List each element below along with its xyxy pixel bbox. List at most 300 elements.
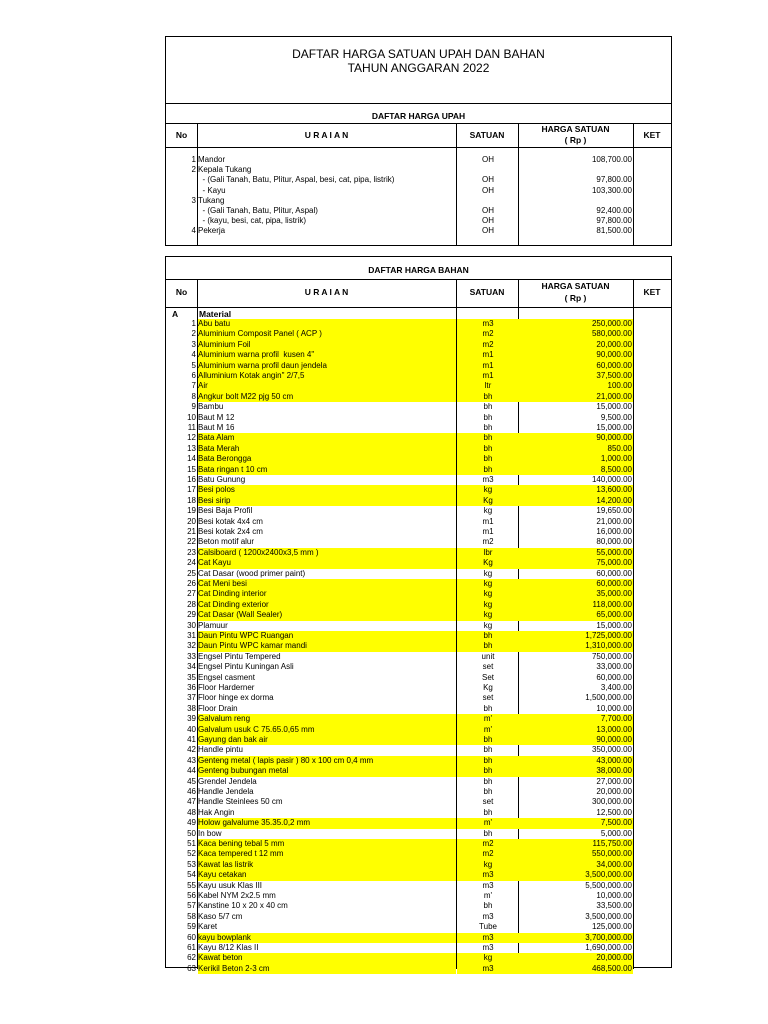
row-name: Calsiboard ( 1200x2400x3,5 mm )	[198, 547, 319, 557]
table-row	[166, 350, 671, 360]
row-price: 60,000.00	[596, 579, 632, 588]
row-price: 115,750.00	[592, 839, 632, 848]
row-number: 1	[191, 155, 196, 164]
doc-subtitle: TAHUN ANGGARAN 2022	[347, 61, 490, 75]
row-highlight	[198, 558, 456, 568]
row-unit: m'	[483, 724, 493, 734]
row-price: 20,000.00	[596, 953, 632, 963]
row-unit: set	[482, 662, 494, 672]
row-unit: ltr	[484, 381, 492, 391]
row-unit: bh	[483, 443, 493, 453]
row-name: Besi sirip	[198, 495, 231, 505]
table-row	[166, 196, 671, 206]
table-row	[166, 600, 671, 610]
row-number: 36	[187, 683, 196, 692]
row-name: Aluminium warna profil kusen 4"	[198, 350, 315, 360]
row-name: Kayu cetakan	[198, 870, 247, 880]
row-unit: bh	[483, 631, 493, 640]
row-price: 1,000.00	[600, 454, 632, 464]
row-number: 15	[187, 464, 196, 474]
row-number: 61	[187, 943, 196, 952]
row-name: Daun Pintu WPC Ruangan	[198, 631, 294, 640]
row-name: Bambu	[198, 402, 224, 412]
row-highlight	[198, 433, 456, 443]
row-unit: bh	[483, 412, 493, 422]
row-number: 2	[191, 165, 196, 175]
row-price: 1,725,000.00	[585, 631, 632, 640]
row-unit: kg	[483, 506, 493, 516]
table-row	[166, 361, 671, 371]
row-price: 9,500.00	[600, 412, 632, 422]
row-unit: m3	[482, 963, 494, 973]
row-price: 90,000.00	[596, 350, 632, 360]
row-unit: kg	[483, 610, 493, 620]
row-price: 13,600.00	[596, 485, 632, 495]
bahan-header-harga: HARGA SATUAN	[541, 281, 610, 291]
row-number: 33	[187, 651, 196, 661]
table-row	[166, 901, 671, 911]
table-row	[166, 589, 671, 599]
row-name: Beton motif alur	[198, 537, 255, 547]
row-unit: Kg	[483, 558, 493, 568]
row-price: 13,000.00	[596, 724, 632, 734]
row-name: Besi kotak 4x4 cm	[198, 516, 263, 526]
row-name: Aluminium Composit Panel ( ACP )	[198, 329, 322, 339]
row-name: Floor Drain	[198, 703, 238, 713]
row-name: Handle Jendela	[198, 787, 254, 796]
row-unit: kg	[483, 485, 493, 495]
row-name: Bata Alam	[198, 433, 235, 443]
row-unit: set	[482, 693, 494, 703]
row-name: Cat Dasar (wood primer paint)	[198, 568, 306, 578]
bahan-section-title: DAFTAR HARGA BAHAN	[368, 265, 469, 275]
row-name: Cat Meni besi	[198, 579, 247, 588]
table-row	[166, 433, 671, 443]
table-row	[166, 933, 671, 943]
bahan-header-uraian: U R A I A N	[304, 287, 349, 297]
row-price: 108,700.00	[591, 155, 632, 164]
row-unit: m1	[482, 527, 494, 536]
row-price: 850.00	[607, 443, 632, 453]
row-name: Aluminium warna profil daun jendela	[198, 360, 327, 370]
row-number: 56	[187, 891, 196, 900]
upah-header-no: No	[175, 130, 188, 140]
table-row	[166, 964, 671, 974]
row-number: 32	[187, 641, 196, 651]
row-price: 1,690,000.00	[585, 943, 632, 952]
bahan-table	[165, 256, 672, 973]
table-row	[166, 860, 671, 870]
bahan-header-no: No	[175, 287, 188, 297]
row-price: 27,000.00	[596, 776, 632, 786]
row-number: 60	[187, 932, 196, 942]
row-price: 75,000.00	[596, 558, 632, 568]
table-row	[166, 953, 671, 963]
row-price: 33,500.00	[596, 901, 632, 911]
table-row	[166, 610, 671, 620]
row-price: 60,000.00	[596, 360, 632, 370]
row-price: 3,500,000.00	[585, 911, 632, 921]
row-number: 53	[187, 859, 196, 869]
row-unit: kg	[483, 579, 493, 588]
row-unit: Kg	[483, 683, 493, 692]
upah-header-harga: HARGA SATUAN	[541, 124, 610, 134]
row-name: Abu batu	[198, 319, 231, 328]
row-name: In bow	[198, 828, 222, 838]
row-unit: bh	[483, 433, 493, 443]
row-number: 34	[187, 662, 196, 672]
row-number: 51	[187, 839, 196, 848]
row-unit: Kg	[483, 495, 493, 505]
row-price: 38,000.00	[596, 766, 632, 776]
table-row	[166, 849, 671, 859]
doc-title: DAFTAR HARGA SATUAN UPAH DAN BAHAN	[292, 47, 545, 61]
row-name: - (Gali Tanah, Batu, Plitur, Aspal, besi, cat, pipa, listrik)	[198, 175, 395, 185]
table-row	[166, 829, 671, 839]
row-number: 30	[187, 620, 196, 630]
row-price: 5,500,000.00	[585, 880, 632, 890]
row-price: 250,000.00	[591, 319, 632, 328]
row-unit: bh	[483, 787, 493, 796]
row-unit: m'	[483, 891, 493, 900]
table-row	[166, 475, 671, 485]
row-number: 11	[187, 423, 196, 432]
table-row	[166, 506, 671, 516]
table-row	[166, 797, 671, 807]
row-number: 10	[187, 412, 196, 422]
row-number: 25	[187, 568, 196, 578]
row-name: Baut M 16	[198, 423, 235, 432]
row-unit: set	[482, 797, 494, 807]
row-number: 2	[191, 329, 196, 339]
row-name: Genteng bubungan metal	[198, 766, 289, 776]
group-name: Material	[199, 309, 232, 319]
row-number: 55	[187, 880, 196, 890]
table-row	[166, 465, 671, 475]
row-number: 62	[187, 953, 196, 963]
row-unit: m1	[482, 516, 494, 526]
row-name: Karet	[198, 922, 218, 932]
row-unit: m3	[482, 932, 494, 942]
row-number: 5	[191, 360, 196, 370]
row-price: 140,000.00	[591, 475, 632, 484]
row-name: Bata ringan t 10 cm	[198, 464, 268, 474]
table-row	[166, 641, 671, 651]
row-unit: m2	[482, 537, 494, 547]
row-price: 15,000.00	[596, 620, 632, 630]
row-number: 3	[191, 195, 196, 205]
row-unit: lbr	[483, 547, 493, 557]
row-name: Floor hinge ex dorma	[198, 693, 274, 703]
row-name: Kawat beton	[198, 953, 243, 963]
row-name: Kabel NYM 2x2.5 mm	[198, 891, 276, 900]
upah-section-title: DAFTAR HARGA UPAH	[371, 111, 466, 121]
row-unit: m3	[482, 911, 494, 921]
row-price: 7,500.00	[600, 818, 632, 828]
row-name: Handle pintu	[198, 745, 243, 755]
table-row	[166, 548, 671, 558]
row-price: 468,500.00	[591, 963, 632, 973]
row-unit: m2	[482, 849, 494, 859]
row-price: 19,650.00	[596, 506, 632, 516]
row-price: 12,500.00	[596, 807, 632, 817]
row-price: 15,000.00	[596, 423, 632, 432]
row-number: 63	[187, 963, 196, 973]
row-price: 103,300.00	[591, 185, 632, 195]
table-row	[166, 787, 671, 797]
row-price: 21,000.00	[596, 391, 632, 401]
row-unit: m1	[482, 360, 494, 370]
row-name: Daun Pintu WPC kamar mandi	[198, 641, 307, 651]
table-row	[166, 662, 671, 672]
row-unit: unit	[481, 651, 495, 661]
row-number: 40	[187, 724, 196, 734]
row-name: Engsel Pintu Tempered	[198, 651, 281, 661]
row-unit: m2	[482, 329, 494, 339]
row-name: Plamuur	[198, 620, 228, 630]
table-row	[166, 558, 671, 568]
row-name: Hak Angin	[198, 807, 235, 817]
bahan-header-satuan: SATUAN	[469, 287, 505, 297]
row-number: 41	[187, 735, 196, 744]
row-name: kayu bowplank	[198, 932, 251, 942]
row-unit: m1	[482, 371, 494, 380]
table-row	[166, 673, 671, 683]
row-name: Galvalum reng	[198, 714, 251, 724]
row-price: 60,000.00	[596, 568, 632, 578]
row-name: Genteng metal ( lapis pasir ) 80 x 100 cm 0,4 mm	[198, 755, 374, 765]
table-row	[166, 839, 671, 849]
table-row	[166, 766, 671, 776]
row-number: 8	[191, 391, 196, 401]
table-row	[166, 631, 671, 641]
row-price: 10,000.00	[596, 891, 632, 900]
row-price: 97,800.00	[596, 175, 632, 185]
table-row	[166, 621, 671, 631]
row-unit: bh	[483, 423, 493, 432]
row-name: Kaca bening tebal 5 mm	[198, 839, 285, 848]
table-row	[166, 652, 671, 662]
row-unit: OH	[482, 226, 494, 236]
table-row	[166, 444, 671, 454]
row-number: 52	[187, 849, 196, 859]
row-number: 1	[191, 319, 196, 328]
table-row	[166, 735, 671, 745]
row-name: Batu Gunung	[198, 475, 246, 484]
row-name: Galvalum usuk C 75.65.0,65 mm	[198, 724, 315, 734]
row-unit: OH	[482, 206, 494, 215]
row-price: 3,700,000.00	[585, 932, 632, 942]
table-row	[166, 186, 671, 196]
row-unit: bh	[483, 745, 493, 755]
group-letter: A	[172, 309, 179, 319]
table-row	[166, 870, 671, 880]
row-name: Kayu usuk Klas III	[198, 880, 263, 890]
row-price: 750,000.00	[591, 651, 632, 661]
row-price: 125,000.00	[591, 922, 632, 932]
row-price: 33,000.00	[596, 662, 632, 672]
row-price: 65,000.00	[596, 610, 632, 620]
row-number: 16	[187, 475, 196, 484]
bahan-header-rp: ( Rp )	[564, 293, 587, 303]
row-number: 42	[187, 745, 196, 755]
row-number: 47	[187, 797, 196, 807]
table-row	[166, 381, 671, 391]
row-price: 100.00	[607, 381, 632, 391]
table-row	[166, 943, 671, 953]
table-row	[166, 319, 671, 329]
row-price: 55,000.00	[596, 547, 632, 557]
row-name: Cat Dinding exterior	[198, 599, 269, 609]
row-price: 80,000.00	[596, 537, 632, 547]
row-price: 20,000.00	[596, 787, 632, 796]
table-row	[166, 175, 671, 185]
row-unit: m3	[482, 319, 494, 328]
row-highlight	[198, 496, 456, 506]
row-name: Bata Berongga	[198, 454, 252, 464]
row-name: Tukang	[198, 195, 225, 205]
row-price: 1,310,000.00	[585, 641, 632, 651]
row-number: 22	[187, 537, 196, 547]
row-number: 17	[187, 485, 196, 495]
row-price: 35,000.00	[596, 589, 632, 599]
table-row	[166, 454, 671, 464]
table-row	[166, 216, 671, 226]
row-number: 59	[187, 922, 196, 932]
row-price: 7,700.00	[600, 714, 632, 724]
row-unit: kg	[483, 953, 493, 963]
table-row	[166, 485, 671, 495]
table-row	[166, 392, 671, 402]
table-row	[166, 777, 671, 787]
row-unit: m'	[483, 818, 493, 828]
row-number: 43	[187, 755, 196, 765]
upah-header-satuan: SATUAN	[469, 130, 505, 140]
row-price: 350,000.00	[591, 745, 632, 755]
row-unit: bh	[483, 828, 493, 838]
row-name: Besi Baja Profil	[198, 506, 253, 516]
row-name: Cat Kayu	[198, 558, 231, 568]
table-row	[166, 922, 671, 932]
row-price: 550,000.00	[591, 849, 632, 859]
row-unit: m3	[482, 943, 494, 952]
row-unit: kg	[483, 620, 493, 630]
row-name: Pekerja	[198, 226, 226, 236]
row-price: 3,500,000.00	[585, 870, 632, 880]
table-row	[166, 745, 671, 755]
row-unit: m3	[482, 870, 494, 880]
row-number: 38	[187, 703, 196, 713]
table-row	[166, 206, 671, 216]
row-number: 31	[187, 631, 196, 640]
row-name: Cat Dinding interior	[198, 589, 267, 599]
table-row	[166, 165, 671, 175]
row-number: 45	[187, 776, 196, 786]
row-unit: bh	[483, 807, 493, 817]
row-name: Gayung dan bak air	[198, 735, 268, 744]
row-unit: m3	[482, 880, 494, 890]
table-row	[166, 569, 671, 579]
row-unit: bh	[483, 391, 493, 401]
row-number: 9	[191, 402, 196, 412]
table-row	[166, 496, 671, 506]
row-price: 81,500.00	[596, 226, 632, 236]
row-name: Kerikil Beton 2-3 cm	[198, 963, 270, 973]
row-price: 21,000.00	[596, 516, 632, 526]
row-unit: bh	[483, 755, 493, 765]
table-row	[166, 413, 671, 423]
row-number: 14	[187, 454, 196, 464]
row-unit: bh	[483, 454, 493, 464]
row-price: 300,000.00	[591, 797, 632, 807]
row-number: 39	[187, 714, 196, 724]
row-name: Kepala Tukang	[198, 165, 252, 175]
row-price: 37,500.00	[596, 371, 632, 380]
row-price: 16,000.00	[596, 527, 632, 536]
row-number: 27	[187, 589, 196, 599]
row-unit: bh	[483, 464, 493, 474]
table-row	[166, 527, 671, 537]
row-name: Kaca tempered t 12 mm	[198, 849, 284, 859]
table-row	[166, 226, 671, 236]
row-number: 37	[187, 693, 196, 703]
row-name: Engsel Pintu Kuningan Asli	[198, 662, 294, 672]
row-price: 15,000.00	[596, 402, 632, 412]
row-number: 4	[191, 226, 196, 236]
row-number: 49	[187, 818, 196, 828]
row-unit: m1	[482, 350, 494, 360]
row-unit: Tube	[479, 922, 497, 932]
table-row	[166, 517, 671, 527]
row-name: - Kayu	[198, 185, 226, 195]
row-number: 21	[187, 527, 196, 536]
row-price: 8,500.00	[600, 464, 632, 474]
row-name: Kayu 8/12 Klas II	[198, 943, 259, 952]
row-name: Mandor	[198, 155, 226, 164]
row-unit: Set	[481, 672, 494, 682]
row-name: Kaso 5/7 cm	[198, 911, 243, 921]
row-price: 60,000.00	[596, 672, 632, 682]
row-number: 58	[187, 911, 196, 921]
table-row	[166, 693, 671, 703]
row-price: 14,200.00	[596, 495, 632, 505]
table-row	[166, 371, 671, 381]
table-row	[166, 891, 671, 901]
table-row	[166, 818, 671, 828]
row-unit: kg	[483, 589, 493, 599]
row-price: 3,400.00	[600, 683, 632, 692]
row-price: 5,000.00	[600, 828, 632, 838]
row-unit: OH	[482, 175, 494, 185]
row-number: 57	[187, 901, 196, 911]
row-name: Besi polos	[198, 485, 235, 495]
row-highlight	[198, 485, 456, 495]
row-unit: bh	[483, 703, 493, 713]
row-name: Kawat las listrik	[198, 859, 254, 869]
row-name: Grendel Jendela	[198, 776, 257, 786]
table-row	[166, 155, 671, 165]
table-row	[166, 881, 671, 891]
table-row	[166, 683, 671, 693]
row-name: Kanstine 10 x 20 x 40 cm	[198, 901, 288, 911]
row-name: Baut M 12	[198, 412, 235, 422]
row-highlight	[198, 319, 456, 329]
row-unit: bh	[483, 766, 493, 776]
row-number: 48	[187, 807, 196, 817]
row-price: 1,500,000.00	[585, 693, 632, 703]
row-number: 12	[187, 433, 196, 443]
row-number: 26	[187, 579, 196, 588]
